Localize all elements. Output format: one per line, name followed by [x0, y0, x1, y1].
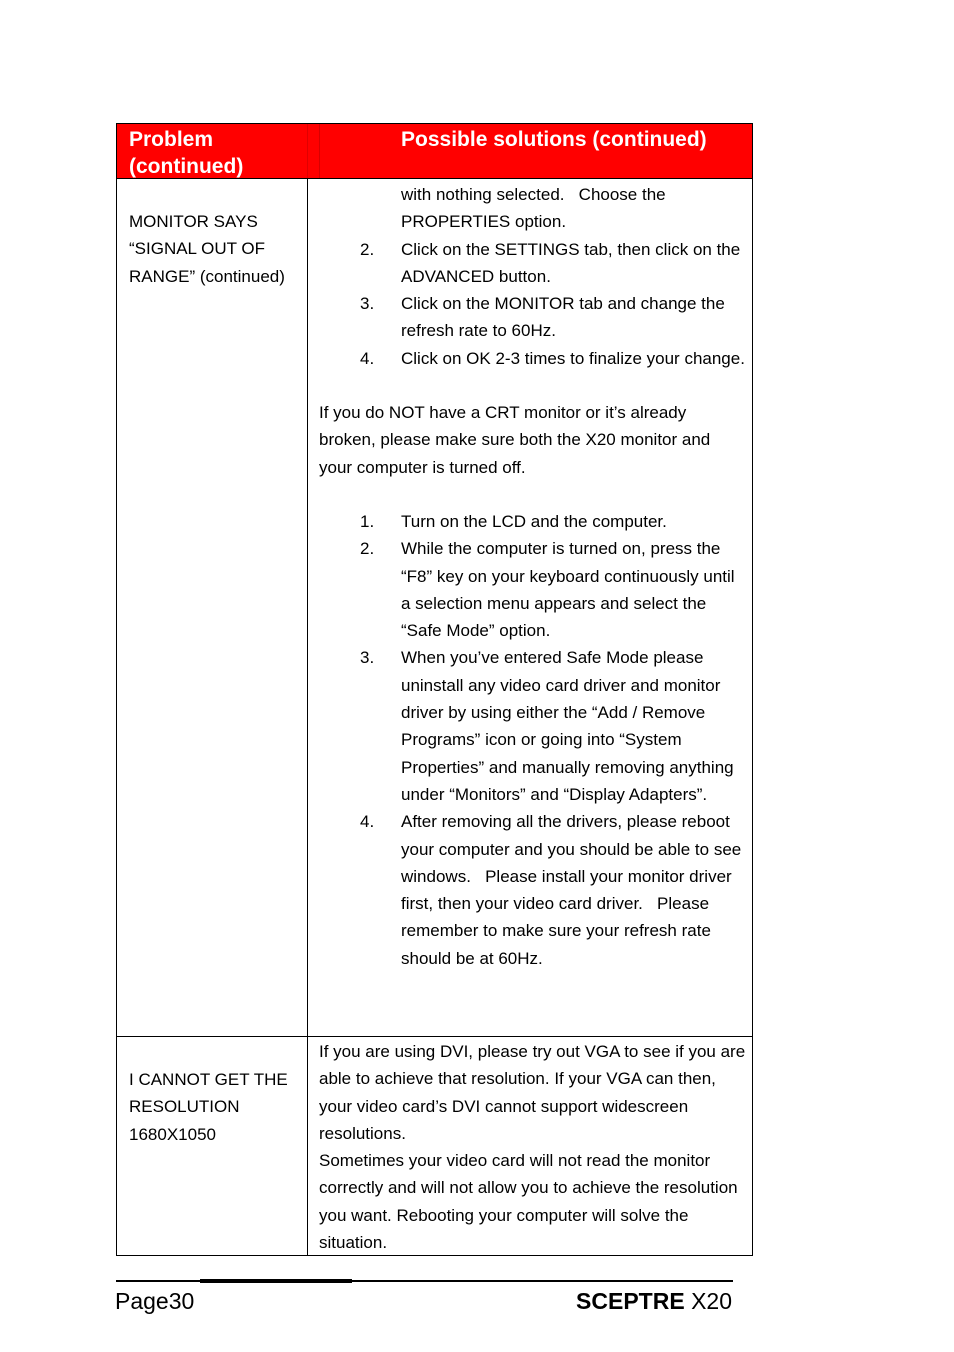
header-problem: Problem (continued) [129, 128, 244, 178]
solution-paragraph: If you are using DVI, please try out VGA to see if you are able to achieve that resolution. If your VGA can then, your video card’s DVI cannot support widescreen resolutions. [319, 1042, 746, 1143]
step-number: 2. [360, 539, 375, 559]
table-header [117, 124, 752, 179]
step-number: 1. [360, 511, 375, 531]
step-number: 4. [360, 348, 375, 368]
step-text: Click on OK 2-3 times to finalize your change. [401, 348, 745, 368]
step-text: Click on the MONITOR tab and change the refresh rate to 60Hz. [401, 294, 725, 341]
instruction-paragraph: If you do NOT have a CRT monitor or it’s already broken, please make sure both the X20 monitor and your computer is turned off. [319, 403, 711, 477]
header-solutions: Possible solutions (continued) [401, 128, 707, 151]
solution-cell-resolution [319, 1038, 747, 1256]
list-item [319, 508, 747, 535]
solution-paragraph: Sometimes your video card will not read the monitor correctly and will not allow you to achieve the resolution you want. Rebooting your computer will solve the situation. [319, 1151, 738, 1253]
header-divider [307, 124, 308, 178]
step-text: While the computer is turned on, press the “F8” key on your keyboard continuously until a selection menu appears and select the “Safe Mode” option. [401, 539, 735, 641]
brand-name: SCEPTRE [576, 1288, 685, 1314]
list-item [319, 345, 747, 372]
column-divider [307, 179, 308, 1255]
header-divider [319, 124, 320, 178]
step-number: 2. [360, 239, 375, 259]
step-list [319, 508, 747, 972]
step-number: 4. [360, 812, 375, 832]
list-item [319, 644, 747, 808]
list-item [319, 535, 747, 644]
step-number: 3. [360, 294, 375, 314]
list-item [319, 808, 747, 972]
row-divider [117, 1036, 752, 1037]
list-item [319, 290, 747, 345]
model-name: X20 [691, 1288, 732, 1314]
step-text: Click on the SETTINGS tab, then click on the ADVANCED button. [401, 239, 741, 286]
footer-brand [576, 1288, 732, 1315]
continued-step-text: with nothing selected. Choose the PROPERTIES option. [401, 185, 666, 232]
step-text: When you’ve entered Safe Mode please uninstall any video card driver and monitor driver by using either the “Add / Remove Programs” icon or going into “System Properties” and manually removing anything under “Monitors” and “Display Adapters”. [401, 648, 734, 804]
troubleshooting-table [116, 123, 753, 1256]
step-text: Turn on the LCD and the computer. [401, 511, 667, 531]
problem-cell-resolution: I CANNOT GET THE RESOLUTION 1680X1050 [129, 1070, 288, 1144]
step-number: 3. [360, 648, 375, 668]
step-text: After removing all the drivers, please reboot your computer and you should be able to see windows. Please install your monitor driver first, then your video card driver. Please remember to make sure your refresh rate should be at 60Hz. [401, 812, 742, 968]
page-number: Page30 [115, 1288, 195, 1314]
list-item [319, 236, 747, 291]
footer-rule-accent [200, 1279, 352, 1283]
problem-cell-signal-out-of-range: MONITOR SAYS “SIGNAL OUT OF RANGE” (continued) [129, 212, 285, 286]
solution-cell-signal-out-of-range [319, 181, 747, 972]
